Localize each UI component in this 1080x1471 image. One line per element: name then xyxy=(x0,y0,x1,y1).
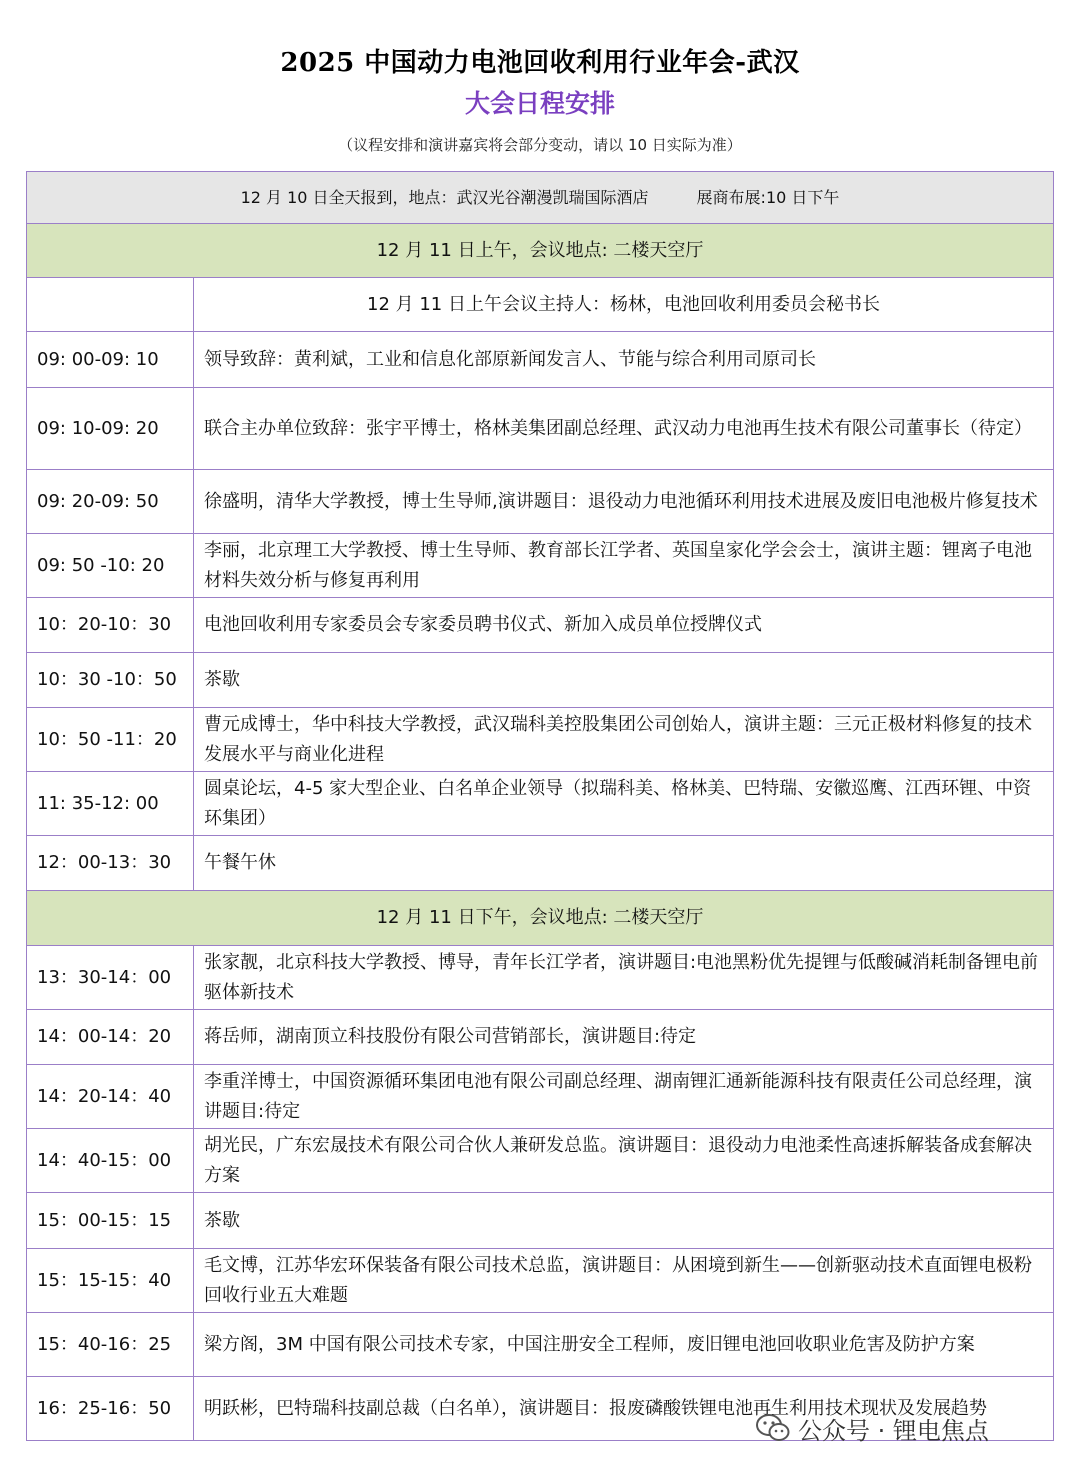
table-row xyxy=(27,1193,1054,1249)
table-row xyxy=(27,598,1054,653)
afternoon-section-row xyxy=(27,891,1054,946)
session-time: 15：40-16：25 xyxy=(27,1313,194,1377)
session-desc: 曹元成博士，华中科技大学教授，武汉瑞科美控股集团公司创始人，演讲主题：三元正极材料修复的技术发展水平与商业化进程 xyxy=(194,708,1054,772)
session-time: 11: 35-12: 00 xyxy=(27,772,194,836)
watermark-text: 公众号 · 锂电焦点 xyxy=(798,1416,989,1445)
schedule-note: （议程安排和演讲嘉宾将会部分变动，请以 10 日实际为准） xyxy=(338,136,742,154)
table-row xyxy=(27,653,1054,708)
registration-banner: 12 月 10 日全天报到，地点：武汉光谷潮漫凯瑞国际酒店 展商布展:10 日下午 xyxy=(27,172,1054,224)
table-row xyxy=(27,470,1054,534)
morning-heading: 12 月 11 日上午，会议地点: 二楼天空厅 xyxy=(27,224,1054,278)
morning-host: 12 月 11 日上午会议主持人：杨林，电池回收利用委员会秘书长 xyxy=(194,278,1054,332)
session-desc: 茶歇 xyxy=(194,653,1054,708)
session-desc: 李重洋博士，中国资源循环集团电池有限公司副总经理、湖南锂汇通新能源科技有限责任公司总经理，演讲题目:待定 xyxy=(194,1065,1054,1129)
wechat-icon xyxy=(756,1413,790,1443)
session-desc: 徐盛明，清华大学教授，博士生导师,演讲题目：退役动力电池循环利用技术进展及废旧电池极片修复技术 xyxy=(194,470,1054,534)
empty-time-cell xyxy=(27,278,194,332)
session-time: 15：15-15：40 xyxy=(27,1249,194,1313)
table-row xyxy=(27,708,1054,772)
registration-banner-row xyxy=(27,172,1054,224)
session-time: 12：00-13：30 xyxy=(27,836,194,891)
session-time: 15：00-15：15 xyxy=(27,1193,194,1249)
session-desc: 张家靓，北京科技大学教授、博导，青年长江学者，演讲题目:电池黑粉优先提锂与低酸碱消耗制备锂电前驱体新技术 xyxy=(194,946,1054,1010)
session-desc: 胡光民，广东宏晟技术有限公司合伙人兼研发总监。演讲题目：退役动力电池柔性高速拆解装备成套解决方案 xyxy=(194,1129,1054,1193)
schedule-table xyxy=(26,171,1054,1441)
table-row xyxy=(27,946,1054,1010)
session-time: 09: 10-09: 20 xyxy=(27,388,194,470)
table-row xyxy=(27,1129,1054,1193)
table-row xyxy=(27,1010,1054,1065)
table-row xyxy=(27,1065,1054,1129)
session-desc: 圆桌论坛，4-5 家大型企业、白名单企业领导（拟瑞科美、格林美、巴特瑞、安徽巡鹰、江西环锂、中资环集团） xyxy=(194,772,1054,836)
session-desc: 联合主办单位致辞：张宇平博士，格林美集团副总经理、武汉动力电池再生技术有限公司董事长（待定） xyxy=(194,388,1054,470)
session-time: 09: 50 -10: 20 xyxy=(27,534,194,598)
session-desc: 领导致辞：黄利斌，工业和信息化部原新闻发言人、节能与综合利用司原司长 xyxy=(194,332,1054,388)
session-desc: 毛文博，江苏华宏环保装备有限公司技术总监，演讲题目：从困境到新生——创新驱动技术直面锂电极粉回收行业五大难题 xyxy=(194,1249,1054,1313)
page-subtitle: 大会日程安排 xyxy=(464,89,615,118)
morning-host-row xyxy=(27,278,1054,332)
session-time: 10：30 -10：50 xyxy=(27,653,194,708)
session-time: 10：50 -11：20 xyxy=(27,708,194,772)
session-time: 14：20-14：40 xyxy=(27,1065,194,1129)
table-row xyxy=(27,388,1054,470)
session-time: 09: 00-09: 10 xyxy=(27,332,194,388)
session-desc: 李丽，北京理工大学教授、博士生导师、教育部长江学者、英国皇家化学会会士，演讲主题：锂离子电池材料失效分析与修复再利用 xyxy=(194,534,1054,598)
session-time: 14：00-14：20 xyxy=(27,1010,194,1065)
session-desc: 梁方阁，3M 中国有限公司技术专家，中国注册安全工程师，废旧锂电池回收职业危害及防护方案 xyxy=(194,1313,1054,1377)
session-time: 10：20-10：30 xyxy=(27,598,194,653)
session-time: 14：40-15：00 xyxy=(27,1129,194,1193)
session-time: 13：30-14：00 xyxy=(27,946,194,1010)
wechat-watermark xyxy=(756,1408,989,1448)
morning-section-row xyxy=(27,224,1054,278)
session-time: 16：25-16：50 xyxy=(27,1377,194,1441)
session-desc: 午餐午休 xyxy=(194,836,1054,891)
table-row xyxy=(27,534,1054,598)
table-row xyxy=(27,1313,1054,1377)
afternoon-heading: 12 月 11 日下午，会议地点: 二楼天空厅 xyxy=(27,891,1054,946)
table-row xyxy=(27,772,1054,836)
session-desc: 电池回收利用专家委员会专家委员聘书仪式、新加入成员单位授牌仪式 xyxy=(194,598,1054,653)
session-desc: 茶歇 xyxy=(194,1193,1054,1249)
table-row xyxy=(27,332,1054,388)
session-desc: 明跃彬，巴特瑞科技副总裁（白名单），演讲题目：报废磷酸铁锂电池再生利用技术现状及发展趋势 xyxy=(194,1377,1054,1441)
table-row xyxy=(27,1249,1054,1313)
page-title: 2025 中国动力电池回收利用行业年会-武汉 xyxy=(280,48,800,78)
session-time: 09: 20-09: 50 xyxy=(27,470,194,534)
table-row xyxy=(27,836,1054,891)
session-desc: 蒋岳师，湖南顶立科技股份有限公司营销部长，演讲题目:待定 xyxy=(194,1010,1054,1065)
